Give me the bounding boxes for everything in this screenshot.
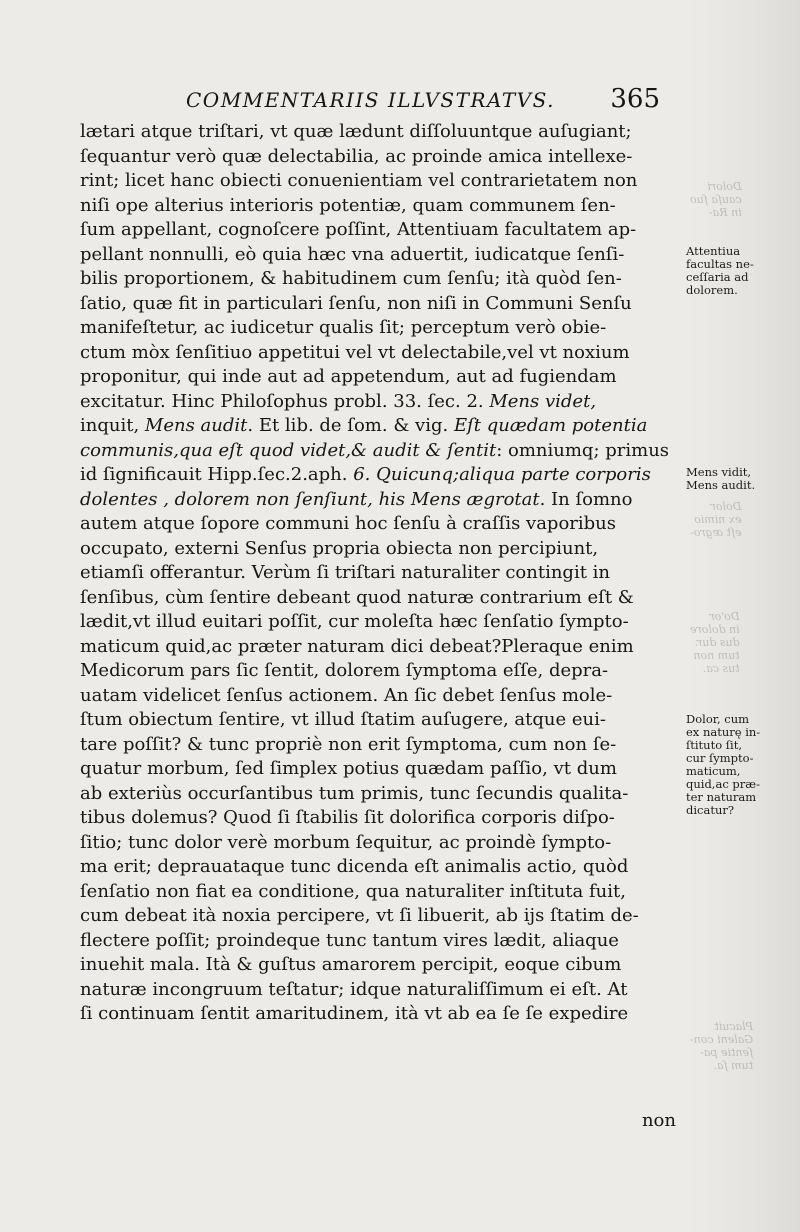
text-segment: ſenſibus, cùm ſentire debeant quod naturæ contrarium eſt & (80, 586, 634, 608)
marginal-note-line: Mens vidit, (686, 465, 752, 479)
text-segment: maticum quid,ac præter naturam dici debeat?Pleraque enim (80, 635, 634, 657)
text-line (80, 855, 680, 880)
text-segment: uatam videlicet ſenſus actionem. An ſic debet ſenſus mole- (80, 684, 613, 706)
text-line (80, 292, 680, 317)
text-segment: ſenſatio non fiat ea conditione, qua naturaliter inſtituta fuit, (80, 880, 626, 902)
main-text-block (80, 120, 680, 1027)
marginal-note (686, 466, 790, 492)
text-segment: ab exteriùs occurſantibus tum primis, tunc ſecundis qualita- (80, 782, 629, 804)
text-segment: bilis proportionem, & habitudinem cum ſenſu; ità quòd ſen- (80, 268, 622, 289)
text-line (80, 757, 680, 782)
text-line (80, 267, 680, 292)
text-segment: tibus dolemus? Quod ſi ſtabilis ſit dolorifica corporis diſpo- (80, 807, 615, 828)
text-segment: naturæ incongruum teſtatur; idque naturaliſſimum ei eſt. At (80, 978, 628, 1000)
marginal-note-line: ſtituto ſit, (686, 738, 742, 752)
text-segment: Medicorum pars ſic ſentit, dolorem ſymptoma eſſe, depra- (80, 660, 609, 681)
text-line (80, 684, 680, 709)
italic-segment: dolentes , dolorem non ſenſiunt, his Mens ægrotat (80, 488, 540, 510)
text-line (80, 341, 680, 366)
text-segment: id ſignificauit Hipp.ſec.2.aph. (80, 464, 354, 485)
bleed-through-text: Placuit Galeni con- ſentie pa- tum ſa. (690, 1020, 754, 1072)
page-number: 365 (610, 84, 660, 114)
text-segment: ſtum obiectum ſentire, vt illud ſtatim auſugere, atque eui- (80, 709, 606, 730)
text-line (80, 610, 680, 635)
text-segment: ſatio, quæ fit in particulari ſenſu, non niſi in Communi Senſu (80, 292, 632, 314)
text-segment: rint; licet hanc obiecti conuenientiam vel contrarietatem non (80, 170, 638, 191)
italic-segment: communis,qua eſt quod videt,& audit & ſentit (80, 439, 497, 461)
text-line (80, 586, 680, 611)
text-line (80, 708, 680, 733)
text-segment: occupato, externi Senſus propria obiecta non percipiunt, (80, 537, 599, 559)
marginal-note (686, 245, 790, 297)
text-segment: cum debeat ità noxia percipere, vt ſi libuerit, ab ijs ſtatim de- (80, 905, 639, 926)
bleed-through-text: Do'or in dolore dus dur. tum non tus ca. (690, 610, 740, 675)
text-segment: tare poſſit? & tunc propriè non erit ſymptoma, cum non ſe- (80, 733, 617, 755)
text-line (80, 635, 680, 660)
marginal-note-line: ter naturam (686, 790, 757, 804)
catchword: non (641, 1110, 676, 1131)
text-line (80, 488, 680, 513)
text-line (80, 218, 680, 243)
text-segment: autem atque ſopore communi hoc ſenſu à craſſis vaporibus (80, 513, 617, 534)
text-line (80, 904, 680, 929)
text-line (80, 414, 680, 439)
text-segment: niſi ope alterius interioris potentiæ, quam communem ſen- (80, 194, 616, 216)
marginal-note-line: Attentiua (686, 244, 741, 258)
text-line (80, 733, 680, 758)
marginal-note-line: Mens audit. (686, 478, 756, 492)
marginal-note-line: dicatur? (686, 803, 735, 817)
text-segment: pellant nonnulli, eò quia hæc vna aduertit, iudicatque ſenſi- (80, 243, 625, 265)
italic-segment: Mens videt, (489, 390, 597, 412)
text-segment: . In ſomno (539, 488, 633, 510)
text-line (80, 194, 680, 219)
bleed-through-text: Dolor ex nimio eſt ægro- (690, 500, 742, 539)
text-line (80, 537, 680, 562)
marginal-note-line: ex naturę in- (686, 725, 761, 739)
text-line (80, 953, 680, 978)
marginal-note-line: maticum, (686, 764, 741, 778)
text-line (80, 463, 680, 488)
text-segment: ſitio; tunc dolor verè morbum ſequitur, ac proindè ſympto- (80, 831, 612, 853)
text-line (80, 120, 680, 145)
text-line (80, 365, 680, 390)
text-line (80, 929, 680, 954)
text-segment: proponitur, qui inde aut ad appetendum, aut ad fugiendam (80, 366, 617, 387)
bleed-through-text: Dolori cauſa ſuo in Ra- (690, 180, 742, 219)
text-segment: excitatur. Hinc Philoſophus probl. 33. ſec. 2. (80, 390, 490, 412)
text-line (80, 243, 680, 268)
text-line (80, 316, 680, 341)
marginal-note-line: quid,ac præ- (686, 777, 760, 791)
text-segment: ma erit; deprauataque tunc dicenda eſt animalis actio, quòd (80, 856, 629, 877)
marginal-note-line: facultas ne- (686, 257, 754, 271)
running-header (180, 84, 660, 118)
text-line (80, 561, 680, 586)
text-line (80, 439, 680, 464)
text-line (80, 978, 680, 1003)
text-line (80, 145, 680, 170)
text-segment: lædit,vt illud euitari poſſit, cur moleſta hæc ſenſatio ſympto- (80, 611, 629, 632)
text-segment: ſum appellant, cognoſcere poſſint, Attentiuam facultatem ap- (80, 219, 637, 240)
marginal-note-line: dolorem. (686, 283, 738, 297)
text-segment: inuehit mala. Ità & guſtus amarorem percipit, eoque cibum (80, 954, 622, 975)
text-segment: inquit, (80, 415, 145, 436)
text-segment: : omniumq; primus (496, 439, 670, 461)
italic-segment: Eſt quædam potentia (453, 415, 648, 436)
text-segment: ſi continuam ſentit amaritudinem, ità vt ab ea ſe ſe expedire (80, 1003, 629, 1024)
marginal-note-line: ceſſaria ad (686, 270, 749, 284)
text-line (80, 390, 680, 415)
marginal-note-line: Dolor, cum (686, 712, 750, 726)
text-line (80, 880, 680, 905)
text-segment: etiamſi offerantur. Verùm ſi triſtari naturaliter contingit in (80, 562, 611, 583)
marginal-note (686, 713, 790, 817)
text-segment: . Et lib. de ſom. & vig. (247, 415, 454, 436)
text-line (80, 169, 680, 194)
text-segment: manifeſtetur, ac iudicetur qualis ſit; perceptum verò obie- (80, 317, 607, 338)
text-segment: ſequantur verò quæ delectabilia, ac proinde amica intellexe- (80, 145, 633, 167)
text-line (80, 782, 680, 807)
marginal-note-line: cur ſympto- (686, 751, 754, 765)
text-line (80, 659, 680, 684)
italic-segment: Mens audit (144, 415, 248, 436)
text-segment: ctum mòx ſenſitiuo appetitui vel vt delectabile,vel vt noxium (80, 341, 630, 363)
text-line (80, 831, 680, 856)
italic-segment: 6. Quicunq;aliqua parte corporis (353, 464, 651, 485)
text-line (80, 806, 680, 831)
text-segment: flectere poſſit; proindeque tunc tantum vires lædit, aliaque (80, 929, 619, 951)
text-line (80, 1002, 680, 1027)
text-segment: quatur morbum, ſed ſimplex potius quædam paſſio, vt dum (80, 758, 617, 779)
text-segment: lætari atque triſtari, vt quæ lædunt diſſoluuntque auſugiant; (80, 121, 632, 142)
text-line (80, 512, 680, 537)
running-title: COMMENTARIIS ILLVSTRATVS. (186, 88, 555, 112)
